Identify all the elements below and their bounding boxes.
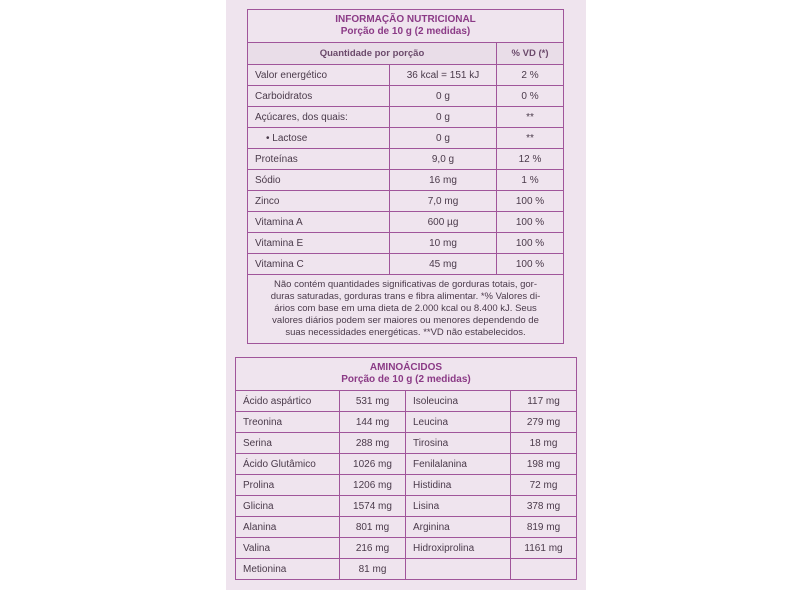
nutrient-vd: 100 % bbox=[497, 233, 564, 254]
amino-value: 18 mg bbox=[511, 433, 577, 454]
amino-name: Prolina bbox=[236, 475, 340, 496]
amino-header bbox=[236, 358, 577, 391]
amino-row bbox=[236, 538, 577, 559]
nutrient-label: Sódio bbox=[248, 170, 390, 191]
nutrition-footnote bbox=[248, 275, 564, 344]
footnote-line: duras saturadas, gorduras trans e fibra alimentar. *% Valores di- bbox=[270, 291, 541, 302]
footnote-line: valores diários podem ser maiores ou menores dependendo de bbox=[272, 315, 539, 326]
amino-name: Serina bbox=[236, 433, 340, 454]
nutrient-vd: 100 % bbox=[497, 254, 564, 275]
nutrition-row bbox=[248, 65, 564, 86]
amino-value: 1161 mg bbox=[511, 538, 577, 559]
amino-value bbox=[511, 559, 577, 580]
amino-name: Ácido aspártico bbox=[236, 391, 340, 412]
nutrient-quantity: 600 µg bbox=[390, 212, 497, 233]
nutrition-serving: Porção de 10 g (2 medidas) bbox=[340, 26, 471, 37]
amino-title: AMINOÁCIDOS bbox=[369, 362, 443, 373]
nutrition-row bbox=[248, 233, 564, 254]
amino-name: Metionina bbox=[236, 559, 340, 580]
nutrition-row bbox=[248, 212, 564, 233]
amino-value: 72 mg bbox=[511, 475, 577, 496]
amino-name: Treonina bbox=[236, 412, 340, 433]
nutrient-label: Zinco bbox=[248, 191, 390, 212]
nutrient-quantity: 0 g bbox=[390, 86, 497, 107]
col-header-qty: Quantidade por porção bbox=[248, 43, 497, 65]
nutrient-quantity: 0 g bbox=[390, 107, 497, 128]
amino-value: 378 mg bbox=[511, 496, 577, 517]
amino-row bbox=[236, 433, 577, 454]
nutrient-vd: ** bbox=[497, 107, 564, 128]
amino-value: 531 mg bbox=[340, 391, 406, 412]
nutrient-quantity: 0 g bbox=[390, 128, 497, 149]
nutrition-row bbox=[248, 149, 564, 170]
amino-value: 801 mg bbox=[340, 517, 406, 538]
amino-value: 198 mg bbox=[511, 454, 577, 475]
nutrient-vd: 2 % bbox=[497, 65, 564, 86]
amino-name: Alanina bbox=[236, 517, 340, 538]
amino-serving: Porção de 10 g (2 medidas) bbox=[341, 374, 471, 385]
amino-table bbox=[235, 357, 577, 580]
amino-row bbox=[236, 412, 577, 433]
amino-value: 81 mg bbox=[340, 559, 406, 580]
nutrition-row bbox=[248, 128, 564, 149]
nutrition-row bbox=[248, 170, 564, 191]
nutrient-quantity: 9,0 g bbox=[390, 149, 497, 170]
amino-value: 819 mg bbox=[511, 517, 577, 538]
footnote-line: Não contém quantidades significativas de gorduras totais, gor- bbox=[274, 279, 537, 290]
nutrient-vd: 0 % bbox=[497, 86, 564, 107]
nutrition-row bbox=[248, 254, 564, 275]
nutrient-vd: 1 % bbox=[497, 170, 564, 191]
amino-row bbox=[236, 391, 577, 412]
amino-row bbox=[236, 559, 577, 580]
amino-row bbox=[236, 517, 577, 538]
amino-value: 279 mg bbox=[511, 412, 577, 433]
nutrient-label: Vitamina A bbox=[248, 212, 390, 233]
amino-name: Tirosina bbox=[406, 433, 511, 454]
nutrient-quantity: 7,0 mg bbox=[390, 191, 497, 212]
nutrient-label: Açúcares, dos quais: bbox=[248, 107, 390, 128]
nutrient-vd: 100 % bbox=[497, 191, 564, 212]
amino-name bbox=[406, 559, 511, 580]
nutrient-vd: 100 % bbox=[497, 212, 564, 233]
amino-name: Valina bbox=[236, 538, 340, 559]
amino-name: Histidina bbox=[406, 475, 511, 496]
amino-row bbox=[236, 454, 577, 475]
amino-name: Leucina bbox=[406, 412, 511, 433]
nutrient-label: • Lactose bbox=[248, 128, 390, 149]
amino-name: Fenilalanina bbox=[406, 454, 511, 475]
amino-value: 216 mg bbox=[340, 538, 406, 559]
amino-value: 1206 mg bbox=[340, 475, 406, 496]
nutrient-vd: ** bbox=[497, 128, 564, 149]
amino-value: 288 mg bbox=[340, 433, 406, 454]
nutrient-label: Vitamina C bbox=[248, 254, 390, 275]
amino-value: 1026 mg bbox=[340, 454, 406, 475]
amino-name: Hidroxiprolina bbox=[406, 538, 511, 559]
nutrient-label: Proteínas bbox=[248, 149, 390, 170]
amino-name: Ácido Glutâmico bbox=[236, 454, 340, 475]
nutrient-label: Vitamina E bbox=[248, 233, 390, 254]
amino-value: 117 mg bbox=[511, 391, 577, 412]
nutrition-table bbox=[247, 9, 564, 344]
nutrition-row bbox=[248, 86, 564, 107]
amino-row bbox=[236, 496, 577, 517]
nutrition-row bbox=[248, 191, 564, 212]
nutrient-quantity: 36 kcal = 151 kJ bbox=[390, 65, 497, 86]
amino-value: 144 mg bbox=[340, 412, 406, 433]
amino-value: 1574 mg bbox=[340, 496, 406, 517]
amino-name: Arginina bbox=[406, 517, 511, 538]
footnote-line: suas necessidades energéticas. **VD não estabelecidos. bbox=[285, 327, 526, 338]
footnote-line: ários com base em uma dieta de 2.000 kcal ou 8.400 kJ. Seus bbox=[274, 303, 537, 314]
nutrient-label: Carboidratos bbox=[248, 86, 390, 107]
amino-name: Isoleucina bbox=[406, 391, 511, 412]
nutrient-vd: 12 % bbox=[497, 149, 564, 170]
nutrient-label: Valor energético bbox=[248, 65, 390, 86]
amino-row bbox=[236, 475, 577, 496]
nutrient-quantity: 10 mg bbox=[390, 233, 497, 254]
nutrition-row bbox=[248, 107, 564, 128]
nutrition-header bbox=[248, 10, 564, 43]
nutrition-title: INFORMAÇÃO NUTRICIONAL bbox=[335, 14, 476, 25]
amino-name: Lisina bbox=[406, 496, 511, 517]
nutrient-quantity: 45 mg bbox=[390, 254, 497, 275]
col-header-vd: % VD (*) bbox=[497, 43, 564, 65]
amino-name: Glicina bbox=[236, 496, 340, 517]
nutrient-quantity: 16 mg bbox=[390, 170, 497, 191]
